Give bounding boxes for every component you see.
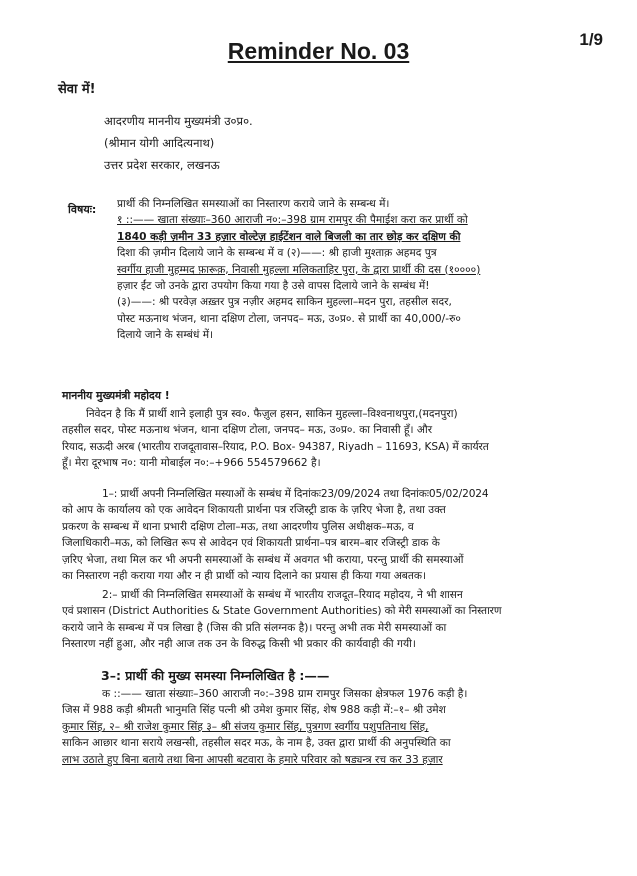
paragraph-line: ज़रिए भेजा, तथा मिल कर भी अपनी समस्याओं के सम्बंध में अवगत भी कराया, परन्तु प्रार्थी की समस्याओं xyxy=(62,553,464,566)
subject-line: (३)——: श्री परवेज़ अख़्तर पुत्र नज़ीर अहमद साकिन मुहल्ला–मदन पुरा, तहसील सदर, xyxy=(117,296,452,309)
page-title: Reminder No. 03 xyxy=(227,38,410,64)
paragraph-line: प्रकरण के सम्बन्ध में थाना प्रभारी दक्षिण टोला–मऊ, तथा आदरणीय पुलिस अधीक्षक–मऊ, व xyxy=(62,520,414,533)
paragraph-line: निस्तारण नहीं हुआ, और नही आज तक उन के विरुद्ध किसी भी प्रकार की कार्यवाही की गयी। xyxy=(62,638,416,651)
paragraph-line: तहसील सदर, पोस्ट मऊनाथ भंजन, थाना दक्षिण टोला, जनपद– मऊ, उ०प्र०. का निवासी हूँ। और xyxy=(62,424,433,437)
paragraph-line: साकिन आछार थाना सराये लखन्सी, तहसील सदर मऊ, के नाम है, उक्त द्वारा प्रार्थी की अनुपस्थिति का xyxy=(62,737,451,750)
paragraph-line: जिस में 988 कड़ी श्रीमती भानुमति सिंह पत्नी श्री उमेश कुमार सिंह, शेष 988 कड़ी में:–१– श्री उमेश xyxy=(62,704,446,717)
paragraph-line: लाभ उठाते हुए बिना बताये तथा बिना आपसी बटवारा के हमारे परिवार को षड्यन्त्र रच कर 33 हज़ार xyxy=(62,753,443,766)
subject-line: हज़ार ईंट जो उनके द्वारा उपयोग किया गया है उसे वापस दिलाये जाने के सम्बंध में! xyxy=(117,280,430,293)
page-number: 1/9 xyxy=(579,30,603,49)
subject-block xyxy=(117,196,600,344)
paragraph-2 xyxy=(62,587,582,653)
addressee-block xyxy=(104,110,253,176)
subject-line: १ ::—— खाता संख्याः–360 आराजी न०:–398 ग्राम रामपुर की पैमाईश करा कर प्रार्थी को xyxy=(117,214,468,227)
subject-line: प्रार्थी की निम्नलिखित समस्याओं का निस्तारण कराये जाने के सम्बन्ध में। xyxy=(117,198,390,210)
paragraph-line: एवं प्रशासन (District Authorities & State Government Authorities) को मेरी समस्याओं का निस्तारण xyxy=(62,605,502,618)
section-heading: 3–: प्रार्थी की मुख्य समस्या निम्नलिखित है :—— xyxy=(101,668,330,683)
subject-line: पोस्ट मऊनाथ भंजन, थाना दक्षिण टोला, जनपद– मऊ, उ०प्र०. से प्रार्थी का 40,000/-रु० xyxy=(117,312,461,325)
greeting: माननीय मुख्यमंत्री महोदय ! xyxy=(62,389,170,402)
subject-label: विषयः: xyxy=(68,203,97,216)
address-line: (श्रीमान योगी आदित्यनाथ) xyxy=(104,136,215,150)
paragraph-line: कुमार सिंह, २– श्री राजेश कुमार सिंह ३– श्री संजय कुमार सिंह, पुत्रगण स्वर्गीय पशुपतिनाथ सिंह, xyxy=(62,720,429,733)
subject-line: स्वर्गीय हाजी मुहम्मद फ़ारूक़, निवासी मुहल्ला मलिकताहिर पुरा, के द्वारा प्रार्थी की दस (१००००) xyxy=(117,263,481,276)
salutation: सेवा में! xyxy=(58,82,96,97)
paragraph-line: का निस्तारण नही कराया गया और न ही प्रार्थी को न्याय दिलाने का प्रयास ही किया गया अबतक। xyxy=(62,570,427,583)
paragraph-line: निवेदन है कि मैं प्रार्थी शाने इलाही पुत्र स्व०. फैज़ुल हसन, साकिन मुहल्ला–विश्वनाथपुरा,(मदनपुरा) xyxy=(86,408,458,420)
paragraph-3 xyxy=(62,686,584,768)
paragraph-line: जिलाधिकारी–मऊ, को लिखित रूप से आवेदन एवं शिकायती प्रार्थना–पत्र बारम–बार रजिस्ट्री डाक के xyxy=(62,537,440,550)
paragraph-line: 2:– प्रार्थी की निम्नलिखित समस्याओं के सम्बंध में भारतीय राजदूत–रियाद महोदय, ने भी शासन xyxy=(102,589,463,601)
paragraph-line: 1–: प्रार्थी अपनी निम्नलिखित मस्याओं के सम्बंध में दिनांकः23/09/2024 तथा दिनांकः05/02/2024 xyxy=(102,488,489,500)
paragraph-line: कराये जाने के सम्बन्ध में पत्र लिखा है (जिस की प्रति संलग्नक है)। परन्तु अभी तक मेरी समस्याओं का xyxy=(62,621,447,634)
subject-line: दिलाये जाने के सम्बंधं में। xyxy=(117,329,214,342)
paragraph-line: हूँ। मेरा दूरभाष न०: यानी मोबाईल न०:–+966 554579662 है। xyxy=(62,457,321,470)
paragraph-line: को आप के कार्यालय को एक आवेदन शिकायती प्रार्थना पत्र रजिस्ट्री डाक के ज़रिए भेजा है, तथा उक्त xyxy=(62,504,446,517)
address-line: उत्तर प्रदेश सरकार, लखनऊ xyxy=(104,158,220,172)
paragraph-line: रियाद, सऊदी अरब (भारतीय राजदूतावास–रियाद, P.O. Box- 94387, Riyadh – 11693, KSA) में कार्यरत xyxy=(62,440,489,453)
subject-line: 1840 कड़ी ज़मीन 33 हज़ार वोल्टेज़ हाईटेंशन वाले बिजली का तार छोड़ कर दक्षिण की xyxy=(117,230,461,243)
paragraph-1 xyxy=(62,486,582,584)
paragraph-line: क ::—— खाता संख्याः–360 आराजी न०:–398 ग्राम रामपुर जिसका क्षेत्रफल 1976 कड़ी है। xyxy=(102,688,468,700)
address-line: आदरणीय माननीय मुख्यमंत्री उ०प्र०. xyxy=(104,114,253,128)
subject-line: दिशा की ज़मीन दिलाये जाने के सम्बन्ध में व (२)——: श्री हाजी मुश्ताक़ अहमद पुत्र xyxy=(117,247,437,260)
paragraph-intro xyxy=(62,406,582,472)
